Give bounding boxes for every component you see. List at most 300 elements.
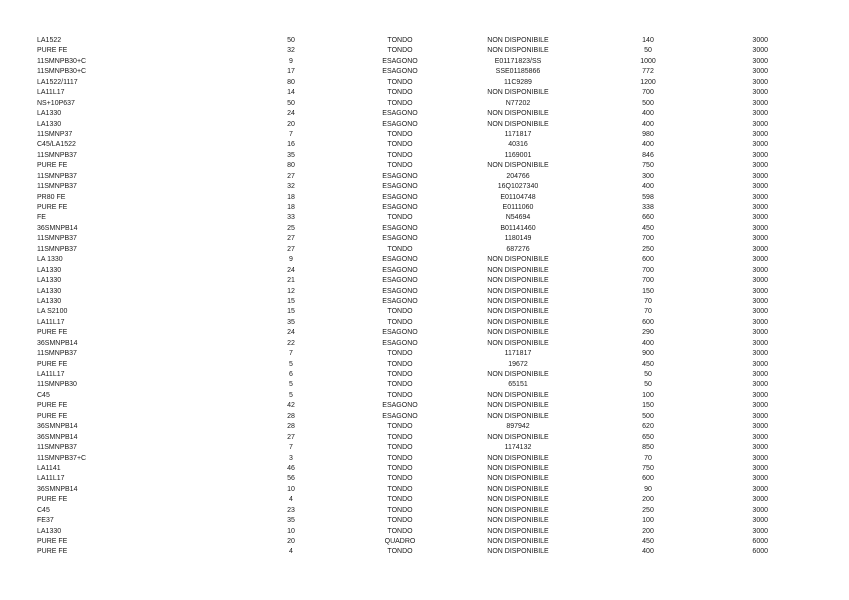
cell-quantity: 50	[644, 381, 652, 389]
cell-material: 11SMNPB37	[37, 235, 77, 243]
cell-certificate: 65151	[508, 381, 528, 389]
cell-material: 11SMNPB37	[37, 183, 77, 191]
cell-certificate: NON DISPONIBILE	[487, 391, 549, 399]
cell-quantity: 400	[642, 110, 654, 118]
cell-length: 3000	[752, 235, 768, 243]
cell-shape: TONDO	[387, 360, 413, 368]
cell-quantity: 150	[642, 402, 654, 410]
cell-diameter: 24	[287, 329, 295, 337]
cell-certificate: NON DISPONIBILE	[487, 339, 549, 347]
cell-shape: ESAGONO	[382, 68, 418, 76]
cell-quantity: 500	[642, 412, 654, 420]
table-row	[0, 276, 849, 286]
cell-length: 3000	[752, 287, 768, 295]
cell-shape: TONDO	[387, 454, 413, 462]
cell-certificate: NON DISPONIBILE	[487, 517, 549, 525]
cell-material: FE37	[37, 517, 54, 525]
cell-certificate: NON DISPONIBILE	[487, 89, 549, 97]
cell-diameter: 23	[287, 506, 295, 514]
cell-shape: ESAGONO	[382, 329, 418, 337]
cell-diameter: 4	[289, 496, 293, 504]
cell-diameter: 4	[289, 548, 293, 556]
cell-quantity: 598	[642, 193, 654, 201]
cell-diameter: 9	[289, 256, 293, 264]
cell-diameter: 27	[287, 245, 295, 253]
table-row	[0, 161, 849, 171]
cell-material: LA1330	[37, 266, 62, 274]
cell-material: LA1330	[37, 277, 62, 285]
cell-diameter: 20	[287, 120, 295, 128]
cell-shape: TONDO	[387, 47, 413, 55]
cell-diameter: 32	[287, 183, 295, 191]
table-row	[0, 46, 849, 56]
cell-shape: ESAGONO	[382, 183, 418, 191]
cell-quantity: 100	[642, 391, 654, 399]
table-row	[0, 36, 849, 46]
table-row	[0, 193, 849, 203]
cell-certificate: NON DISPONIBILE	[487, 120, 549, 128]
cell-diameter: 50	[287, 99, 295, 107]
cell-certificate: NON DISPONIBILE	[487, 37, 549, 44]
cell-diameter: 42	[287, 402, 295, 410]
table-row	[0, 527, 849, 537]
cell-quantity: 850	[642, 444, 654, 452]
cell-diameter: 32	[287, 47, 295, 55]
cell-shape: ESAGONO	[382, 224, 418, 232]
cell-certificate: NON DISPONIBILE	[487, 433, 549, 441]
cell-length: 3000	[752, 57, 768, 65]
cell-material: PURE FE	[37, 162, 68, 170]
cell-material: C45	[37, 506, 50, 514]
table-row	[0, 67, 849, 77]
cell-quantity: 400	[642, 183, 654, 191]
cell-shape: ESAGONO	[382, 287, 418, 295]
cell-length: 3000	[752, 444, 768, 452]
cell-diameter: 80	[287, 78, 295, 86]
cell-shape: TONDO	[387, 433, 413, 441]
cell-certificate: B01141460	[500, 224, 536, 232]
cell-certificate: 11C9289	[504, 78, 532, 86]
cell-quantity: 400	[642, 339, 654, 347]
table-row	[0, 495, 849, 505]
cell-quantity: 900	[642, 350, 654, 358]
cell-shape: ESAGONO	[382, 412, 418, 420]
cell-diameter: 18	[287, 193, 295, 201]
cell-certificate: NON DISPONIBILE	[487, 475, 549, 483]
cell-material: PURE FE	[37, 360, 68, 368]
cell-length: 3000	[752, 141, 768, 149]
table-row	[0, 547, 849, 557]
cell-shape: TONDO	[387, 371, 413, 378]
cell-material: PR80 FE	[37, 193, 66, 201]
cell-material: C45/LA1522	[37, 141, 76, 149]
cell-shape: TONDO	[387, 381, 413, 389]
table-row	[0, 370, 849, 380]
cell-quantity: 400	[642, 141, 654, 149]
cell-length: 3000	[752, 391, 768, 399]
cell-diameter: 20	[287, 538, 295, 545]
cell-length: 3000	[752, 475, 768, 483]
table-row	[0, 506, 849, 516]
cell-length: 3000	[752, 496, 768, 504]
cell-certificate: N54694	[505, 214, 531, 222]
cell-length: 3000	[752, 517, 768, 525]
cell-length: 3000	[752, 245, 768, 253]
cell-length: 3000	[752, 183, 768, 191]
cell-length: 3000	[752, 151, 768, 159]
table-row	[0, 255, 849, 265]
cell-certificate: NON DISPONIBILE	[487, 496, 549, 504]
table-row	[0, 266, 849, 276]
cell-diameter: 80	[287, 162, 295, 170]
cell-material: 11SMNP37	[37, 130, 73, 138]
cell-certificate: NON DISPONIBILE	[487, 277, 549, 285]
cell-diameter: 14	[287, 89, 295, 97]
cell-certificate: 1174132	[504, 444, 532, 452]
cell-diameter: 27	[287, 433, 295, 441]
cell-certificate: NON DISPONIBILE	[487, 371, 549, 378]
cell-shape: ESAGONO	[382, 266, 418, 274]
table-row	[0, 464, 849, 474]
table-row	[0, 120, 849, 130]
cell-material: LA11L17	[37, 475, 65, 483]
table-row	[0, 391, 849, 401]
cell-quantity: 50	[644, 47, 652, 55]
cell-material: LA1330	[37, 120, 62, 128]
cell-material: PURE FE	[37, 402, 68, 410]
cell-shape: ESAGONO	[382, 297, 418, 305]
cell-shape: TONDO	[387, 475, 413, 483]
cell-material: 11SMNPB30+C	[37, 57, 87, 65]
cell-certificate: NON DISPONIBILE	[487, 538, 549, 545]
cell-length: 3000	[752, 47, 768, 55]
cell-certificate: NON DISPONIBILE	[487, 402, 549, 410]
cell-material: LA1522	[37, 37, 62, 44]
table-row	[0, 485, 849, 495]
cell-shape: QUADRO	[384, 538, 416, 545]
table-row	[0, 401, 849, 411]
cell-material: 36SMNPB14	[37, 339, 78, 347]
cell-certificate: 1171817	[504, 130, 532, 138]
cell-material: LA11L17	[37, 371, 65, 378]
cell-material: 11SMNPB30+C	[37, 68, 87, 76]
table-row	[0, 422, 849, 432]
cell-certificate: NON DISPONIBILE	[487, 47, 549, 55]
cell-diameter: 25	[287, 224, 295, 232]
cell-diameter: 46	[287, 464, 295, 472]
cell-diameter: 35	[287, 517, 295, 525]
cell-certificate: NON DISPONIBILE	[487, 527, 549, 535]
cell-quantity: 846	[642, 151, 654, 159]
cell-material: 36SMNPB14	[37, 224, 78, 232]
cell-shape: TONDO	[387, 78, 413, 86]
cell-diameter: 10	[287, 485, 295, 493]
table-row	[0, 203, 849, 213]
table-row	[0, 78, 849, 88]
cell-shape: TONDO	[387, 527, 413, 535]
cell-certificate: NON DISPONIBILE	[487, 454, 549, 462]
cell-length: 3000	[752, 485, 768, 493]
cell-material: 11SMNPB37	[37, 350, 77, 358]
cell-diameter: 24	[287, 110, 295, 118]
cell-quantity: 100	[642, 517, 654, 525]
table-row	[0, 537, 849, 547]
cell-certificate: NON DISPONIBILE	[487, 485, 549, 493]
cell-quantity: 450	[642, 360, 654, 368]
table-row	[0, 57, 849, 67]
cell-material: PURE FE	[37, 538, 68, 545]
cell-certificate: NON DISPONIBILE	[487, 297, 549, 305]
cell-quantity: 200	[642, 527, 654, 535]
cell-length: 3000	[752, 37, 768, 44]
cell-diameter: 28	[287, 412, 295, 420]
cell-quantity: 500	[642, 99, 654, 107]
cell-diameter: 5	[289, 381, 293, 389]
cell-quantity: 700	[642, 89, 654, 97]
cell-shape: ESAGONO	[382, 402, 418, 410]
cell-material: 36SMNPB14	[37, 485, 78, 493]
table-row	[0, 130, 849, 140]
cell-length: 3000	[752, 172, 768, 180]
cell-shape: TONDO	[387, 141, 413, 149]
cell-shape: TONDO	[387, 308, 413, 316]
cell-shape: TONDO	[387, 130, 413, 138]
cell-shape: TONDO	[387, 517, 413, 525]
cell-certificate: 1169001	[504, 151, 532, 159]
cell-quantity: 660	[642, 214, 654, 222]
cell-length: 3000	[752, 464, 768, 472]
cell-quantity: 250	[642, 506, 654, 514]
cell-length: 3000	[752, 266, 768, 274]
table-row	[0, 318, 849, 328]
cell-quantity: 650	[642, 433, 654, 441]
cell-certificate: SSE01185866	[495, 68, 541, 76]
cell-quantity: 772	[642, 68, 654, 76]
table-row	[0, 88, 849, 98]
cell-length: 3000	[752, 318, 768, 326]
table-row	[0, 297, 849, 307]
cell-quantity: 1000	[640, 57, 656, 65]
table-row	[0, 307, 849, 317]
cell-shape: TONDO	[387, 496, 413, 504]
cell-quantity: 750	[642, 464, 654, 472]
cell-material: 11SMNPB37+C	[37, 454, 87, 462]
cell-quantity: 600	[642, 475, 654, 483]
cell-diameter: 27	[287, 235, 295, 243]
cell-material: PURE FE	[37, 412, 68, 420]
cell-diameter: 16	[287, 141, 295, 149]
cell-material: NS+10P637	[37, 99, 75, 107]
cell-material: LA1330	[37, 527, 62, 535]
cell-certificate: 1171817	[504, 350, 532, 358]
table-row	[0, 474, 849, 484]
cell-length: 3000	[752, 89, 768, 97]
table-row	[0, 412, 849, 422]
cell-material: PURE FE	[37, 548, 68, 556]
cell-shape: TONDO	[387, 350, 413, 358]
cell-shape: ESAGONO	[382, 57, 418, 65]
cell-certificate: NON DISPONIBILE	[487, 412, 549, 420]
table-row	[0, 516, 849, 526]
cell-material: 11SMNPB37	[37, 444, 77, 452]
cell-length: 3000	[752, 99, 768, 107]
table-row	[0, 360, 849, 370]
cell-material: LA11L17	[37, 89, 65, 97]
cell-shape: TONDO	[387, 151, 413, 159]
cell-diameter: 5	[289, 360, 293, 368]
cell-material: PURE FE	[37, 496, 68, 504]
cell-diameter: 27	[287, 172, 295, 180]
cell-shape: ESAGONO	[382, 277, 418, 285]
cell-quantity: 300	[642, 172, 654, 180]
cell-quantity: 700	[642, 235, 654, 243]
cell-diameter: 35	[287, 318, 295, 326]
cell-quantity: 980	[642, 130, 654, 138]
cell-material: PURE FE	[37, 329, 68, 337]
table-row	[0, 339, 849, 349]
cell-length: 3000	[752, 527, 768, 535]
cell-quantity: 70	[644, 454, 652, 462]
cell-quantity: 700	[642, 266, 654, 274]
cell-shape: ESAGONO	[382, 256, 418, 264]
cell-shape: ESAGONO	[382, 204, 418, 211]
cell-length: 3000	[752, 308, 768, 316]
cell-quantity: 290	[642, 329, 654, 337]
cell-quantity: 600	[642, 256, 654, 264]
cell-shape: TONDO	[387, 506, 413, 514]
cell-shape: TONDO	[387, 548, 413, 556]
cell-shape: ESAGONO	[382, 120, 418, 128]
cell-material: LA 1330	[37, 256, 63, 264]
table-row	[0, 182, 849, 192]
cell-material: LA11L17	[37, 318, 65, 326]
cell-shape: TONDO	[387, 214, 413, 222]
cell-material: PURE FE	[37, 204, 68, 211]
cell-certificate: NON DISPONIBILE	[487, 464, 549, 472]
cell-diameter: 7	[289, 350, 293, 358]
table-row	[0, 443, 849, 453]
cell-certificate: NON DISPONIBILE	[487, 548, 549, 556]
cell-certificate: E01171823/SS	[494, 57, 542, 65]
cell-diameter: 15	[287, 297, 295, 305]
cell-diameter: 15	[287, 308, 295, 316]
cell-quantity: 450	[642, 224, 654, 232]
cell-length: 3000	[752, 130, 768, 138]
cell-material: C45	[37, 391, 50, 399]
cell-quantity: 70	[644, 297, 652, 305]
cell-shape: TONDO	[387, 464, 413, 472]
cell-material: 36SMNPB14	[37, 433, 78, 441]
table-row	[0, 213, 849, 223]
cell-diameter: 35	[287, 151, 295, 159]
cell-quantity: 338	[642, 204, 654, 211]
cell-length: 3000	[752, 371, 768, 378]
cell-length: 3000	[752, 339, 768, 347]
cell-shape: ESAGONO	[382, 235, 418, 243]
cell-length: 3000	[752, 68, 768, 76]
cell-certificate: 687276	[506, 245, 530, 253]
cell-diameter: 18	[287, 204, 295, 211]
table-row	[0, 454, 849, 464]
table-row	[0, 433, 849, 443]
cell-shape: TONDO	[387, 444, 413, 452]
cell-quantity: 450	[642, 538, 654, 545]
table-row	[0, 224, 849, 234]
cell-length: 3000	[752, 402, 768, 410]
cell-shape: ESAGONO	[382, 172, 418, 180]
cell-material: 11SMNPB37	[37, 172, 77, 180]
table-row	[0, 140, 849, 150]
cell-certificate: 204766	[506, 172, 530, 180]
cell-certificate: 19672	[508, 360, 528, 368]
cell-diameter: 7	[289, 444, 293, 452]
cell-length: 3000	[752, 423, 768, 431]
cell-material: 11SMNPB30	[37, 381, 77, 389]
cell-certificate: NON DISPONIBILE	[487, 318, 549, 326]
cell-diameter: 50	[287, 37, 295, 44]
cell-diameter: 56	[287, 475, 295, 483]
cell-quantity: 620	[642, 423, 654, 431]
table-row	[0, 172, 849, 182]
cell-quantity: 140	[642, 37, 654, 44]
table-row	[0, 245, 849, 255]
cell-length: 3000	[752, 78, 768, 86]
cell-quantity: 750	[642, 162, 654, 170]
cell-certificate: E01104748	[500, 193, 536, 201]
cell-diameter: 3	[289, 454, 293, 462]
cell-quantity: 250	[642, 245, 654, 253]
inventory-table	[0, 36, 849, 558]
cell-diameter: 7	[289, 130, 293, 138]
table-row	[0, 287, 849, 297]
cell-material: 11SMNPB37	[37, 245, 77, 253]
cell-certificate: 1180149	[504, 235, 532, 243]
cell-diameter: 28	[287, 423, 295, 431]
cell-shape: TONDO	[387, 318, 413, 326]
cell-certificate: NON DISPONIBILE	[487, 329, 549, 337]
cell-certificate: NON DISPONIBILE	[487, 256, 549, 264]
cell-length: 3000	[752, 162, 768, 170]
cell-certificate: NON DISPONIBILE	[487, 506, 549, 514]
cell-shape: TONDO	[387, 89, 413, 97]
cell-material: 36SMNPB14	[37, 423, 78, 431]
cell-quantity: 400	[642, 120, 654, 128]
cell-material: LA1330	[37, 287, 62, 295]
cell-quantity: 1200	[640, 78, 656, 86]
cell-certificate: 40316	[508, 141, 528, 149]
table-row	[0, 349, 849, 359]
cell-shape: TONDO	[387, 37, 413, 44]
table-row	[0, 99, 849, 109]
cell-length: 3000	[752, 506, 768, 514]
table-row	[0, 109, 849, 119]
cell-quantity: 200	[642, 496, 654, 504]
cell-quantity: 150	[642, 287, 654, 295]
cell-material: LA1141	[37, 464, 61, 472]
cell-shape: TONDO	[387, 99, 413, 107]
cell-shape: TONDO	[387, 423, 413, 431]
cell-shape: TONDO	[387, 391, 413, 399]
cell-diameter: 33	[287, 214, 295, 222]
cell-length: 3000	[752, 454, 768, 462]
cell-quantity: 700	[642, 277, 654, 285]
cell-shape: ESAGONO	[382, 339, 418, 347]
cell-shape: ESAGONO	[382, 110, 418, 118]
cell-length: 3000	[752, 350, 768, 358]
cell-shape: TONDO	[387, 485, 413, 493]
cell-length: 6000	[752, 548, 768, 556]
cell-shape: ESAGONO	[382, 193, 418, 201]
